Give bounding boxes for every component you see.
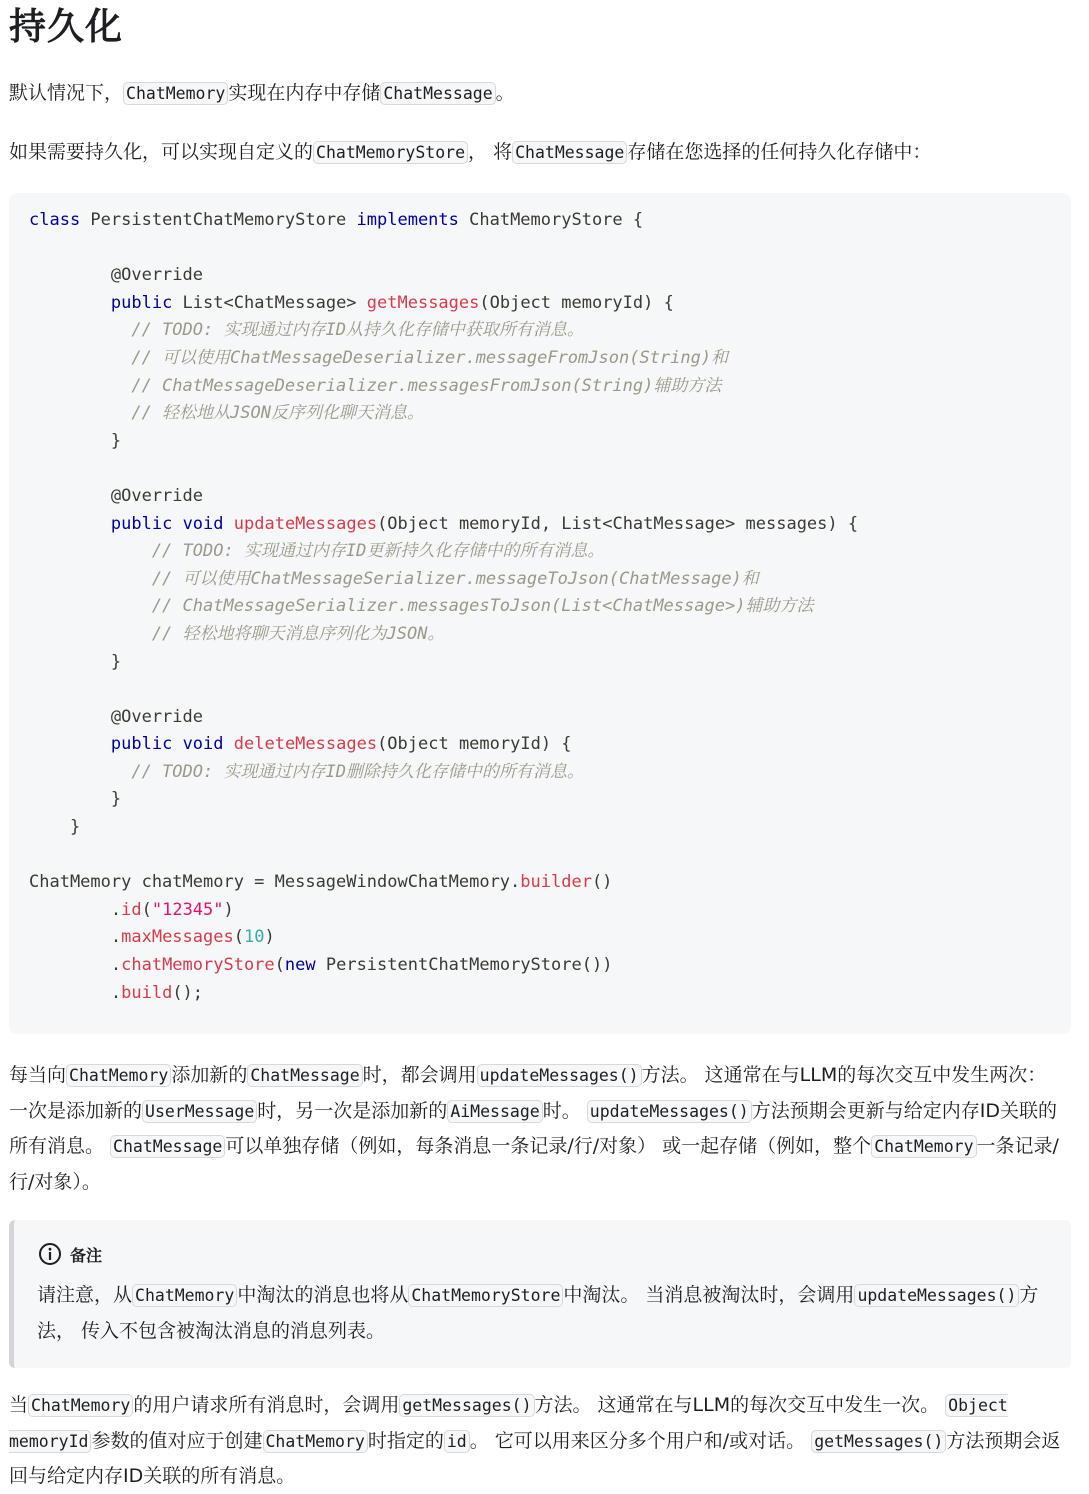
inline-code: updateMessages() [854, 1284, 1019, 1307]
code-line: @Override [29, 265, 203, 286]
inline-code: Object memoryId [9, 1396, 1008, 1451]
code-line: .build(); [29, 982, 204, 1003]
code-line: public void updateMessages(Object memoryId, List<ChatMessage> messages) { [110, 513, 859, 534]
code-line [29, 842, 858, 870]
intro-paragraph [9, 76, 1071, 112]
code-line: .chatMemoryStore(new PersistentChatMemoryStore()) [29, 955, 613, 976]
code-line: } [29, 789, 122, 810]
code-comment: // ChatMessageSerializer.messagesToJson(List<ChatMessage>)辅助方法 [29, 596, 814, 617]
persistence-paragraph [9, 135, 1071, 171]
inline-code: updateMessages() [587, 1100, 752, 1123]
text: 默认情况下， [9, 82, 124, 104]
inline-code: ChatMemory [132, 1284, 237, 1307]
info-icon [38, 1242, 62, 1266]
text: 。 [495, 82, 515, 104]
inline-code: ChatMemory [263, 1430, 368, 1453]
inline-code: getMessages() [811, 1430, 946, 1453]
code-comment: // 可以使用ChatMessageSerializer.messageToJson(ChatMessage)和 [29, 568, 759, 589]
code-line: } [29, 651, 122, 672]
code-line: .maxMessages(10) [29, 927, 275, 948]
note-header [38, 1240, 102, 1268]
code-line: public void deleteMessages(Object memoryId) { [110, 734, 572, 755]
inline-code: ChatMessage [512, 141, 627, 164]
code-line: @Override [29, 485, 203, 506]
code-line: @Override [29, 706, 203, 727]
code-line [29, 455, 858, 483]
inline-code: ChatMessage [247, 1064, 362, 1087]
inline-code: id [444, 1430, 470, 1453]
text: 存储在您选择的任何持久化存储中： [627, 141, 932, 163]
code-line: .id("12345") [29, 899, 234, 920]
note-title: 备注 [70, 1245, 103, 1265]
inline-code: ChatMessage [110, 1135, 225, 1158]
inline-code: getMessages() [399, 1394, 534, 1417]
code-line: } [29, 430, 122, 451]
code-comment: // TODO: 实现通过内存ID更新持久化存储中的所有消息。 [29, 541, 605, 562]
text: 实现在内存中存储 [228, 82, 381, 104]
code-line [29, 235, 858, 263]
get-messages-paragraph: 当 ChatMemory 的用户请求所有消息时，会调用 getMessages() 方法。 这通常在与LLM的每次交互中发生一次。 Object memoryId 参数的值对应于创建 ChatMemory 时指定的 id 。 它可以用来区分多个用户和/或对话。 getMessages() 方法预期会返回与给定内存ID关联的所有消息。 [9, 1394, 1061, 1487]
code-block[interactable] [9, 193, 1071, 1034]
code-comment: // 轻松地从JSON反序列化聊天消息。 [29, 403, 424, 424]
inline-code: ChatMemory [66, 1064, 171, 1087]
inline-code: UserMessage [142, 1100, 257, 1123]
code-line: class PersistentChatMemoryStore implements ChatMemoryStore { [29, 210, 644, 230]
code-comment: // TODO: 实现通过内存ID删除持久化存储中的所有消息。 [29, 761, 584, 782]
code-content [29, 207, 858, 1007]
inline-code: ChatMemory [123, 82, 228, 105]
code-line: public List<ChatMessage> getMessages(Object memoryId) { [110, 292, 674, 313]
code-comment: // 可以使用ChatMessageDeserializer.messageFromJson(String)和 [29, 347, 729, 368]
inline-code: ChatMemory [28, 1394, 133, 1417]
text: ， 将 [468, 141, 513, 163]
inline-code: ChatMessage [380, 82, 495, 105]
code-line: } [29, 817, 81, 838]
code-comment: // TODO: 实现通过内存ID从持久化存储中获取所有消息。 [29, 320, 584, 341]
page-title: 持久化 [9, 5, 123, 48]
code-line [29, 676, 858, 704]
inline-code: AiMessage [447, 1100, 542, 1123]
inline-code: ChatMemoryStore [313, 141, 468, 164]
note-admonition [9, 1220, 1071, 1368]
code-line: ChatMemory chatMemory = MessageWindowChatMemory.builder() [29, 872, 613, 893]
inline-code: updateMessages() [477, 1064, 642, 1087]
inline-code: ChatMemoryStore [408, 1284, 563, 1307]
code-comment: // 轻松地将聊天消息序列化为JSON。 [29, 623, 445, 644]
update-messages-paragraph: 每当向 ChatMemory 添加新的 ChatMessage 时，都会调用 updateMessages() 方法。 这通常在与LLM的每次交互中发生两次： 一次是添加新的 UserMessage 时，另一次是添加新的 AiMessage 时。 updateMessages() 方法预期会更新与给定内存ID关联的所有消息。 ChatMessage 可以单独存储（例如，每条消息一条记录/行/对象） 或一起存储（例如，整个 ChatMemory 一条记录/行/对象）。 [9, 1064, 1059, 1193]
code-comment: // ChatMessageDeserializer.messagesFromJson(String)辅助方法 [29, 375, 722, 396]
text: 如果需要持久化，可以实现自定义的 [9, 141, 314, 163]
inline-code: ChatMemory [871, 1135, 976, 1158]
note-body: 请注意，从 ChatMemory 中淘汰的消息也将从 ChatMemoryStore 中淘汰。 当消息被淘汰时，会调用 updateMessages() 方法， 传入不包含被淘汰消息的消息列表。 [37, 1284, 1039, 1342]
